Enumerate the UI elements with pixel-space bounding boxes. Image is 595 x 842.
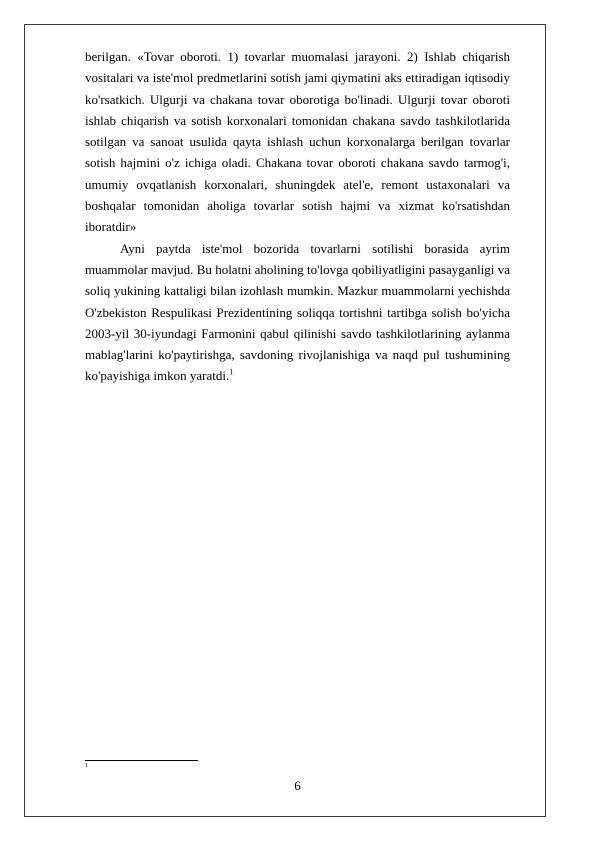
paragraph-1: berilgan. «Tovar oboroti. 1) tovarlar muomalasi jarayoni. 2) Ishlab chiqarish vositalari va iste'mol predmetlarini sotish jami qiymatini aks ettiradigan iqtisodiy ko'rsatkich. Ulgurji va chakana tovar oborotiga bo'linadi. Ulgurji tovar oboroti ishlab chiqarish va sotish korxonalari tomonidan chakana savdo tashkilotlarida sotilgan va sanoat usulida qayta ishlash uchun korxonalarga berilgan tovarlar sotish hajmini o'z ichiga oladi. Chakana tovar oboroti chakana savdo tarmog'i, umumiy ovqatlanish korxonalari, shuningdek atel'e, remont ustaxonalari va boshqalar tomonidan aholiga tovarlar sotish hajmi va xizmat ko'rsatishdan iboratdir» xyxy=(85,49,510,235)
footnote-separator xyxy=(85,760,198,761)
page-number: 6 xyxy=(294,778,301,793)
paragraph-2 xyxy=(85,238,510,387)
footnote-reference[interactable]: 1 xyxy=(229,368,234,378)
footnote-number: 1 xyxy=(85,763,88,769)
paragraph-2-text: Ayni paytda iste'mol bozorida tovarlarni sotilishi borasida ayrim muammolar mavjud. Bu holatni aholining to'lovga qobiliyatligini pasayganligi va soliq yukining kattaligi bilan izohlash mumkin. Mazkur muammolarni yechishda O'zbekiston Respulikasi Prezidentining soliqqa tortishni tartibga solish bo'yicha 2003-yil 30-iyundagi Farmonini qabul qilinishi savdo tashkilotlarining aylanma mablag'larini ko'paytirishga, savdoning rivojlanishiga va naqd pul tushumining ko'payishiga imkon yaratdi. xyxy=(85,240,510,384)
body-text xyxy=(85,46,510,387)
